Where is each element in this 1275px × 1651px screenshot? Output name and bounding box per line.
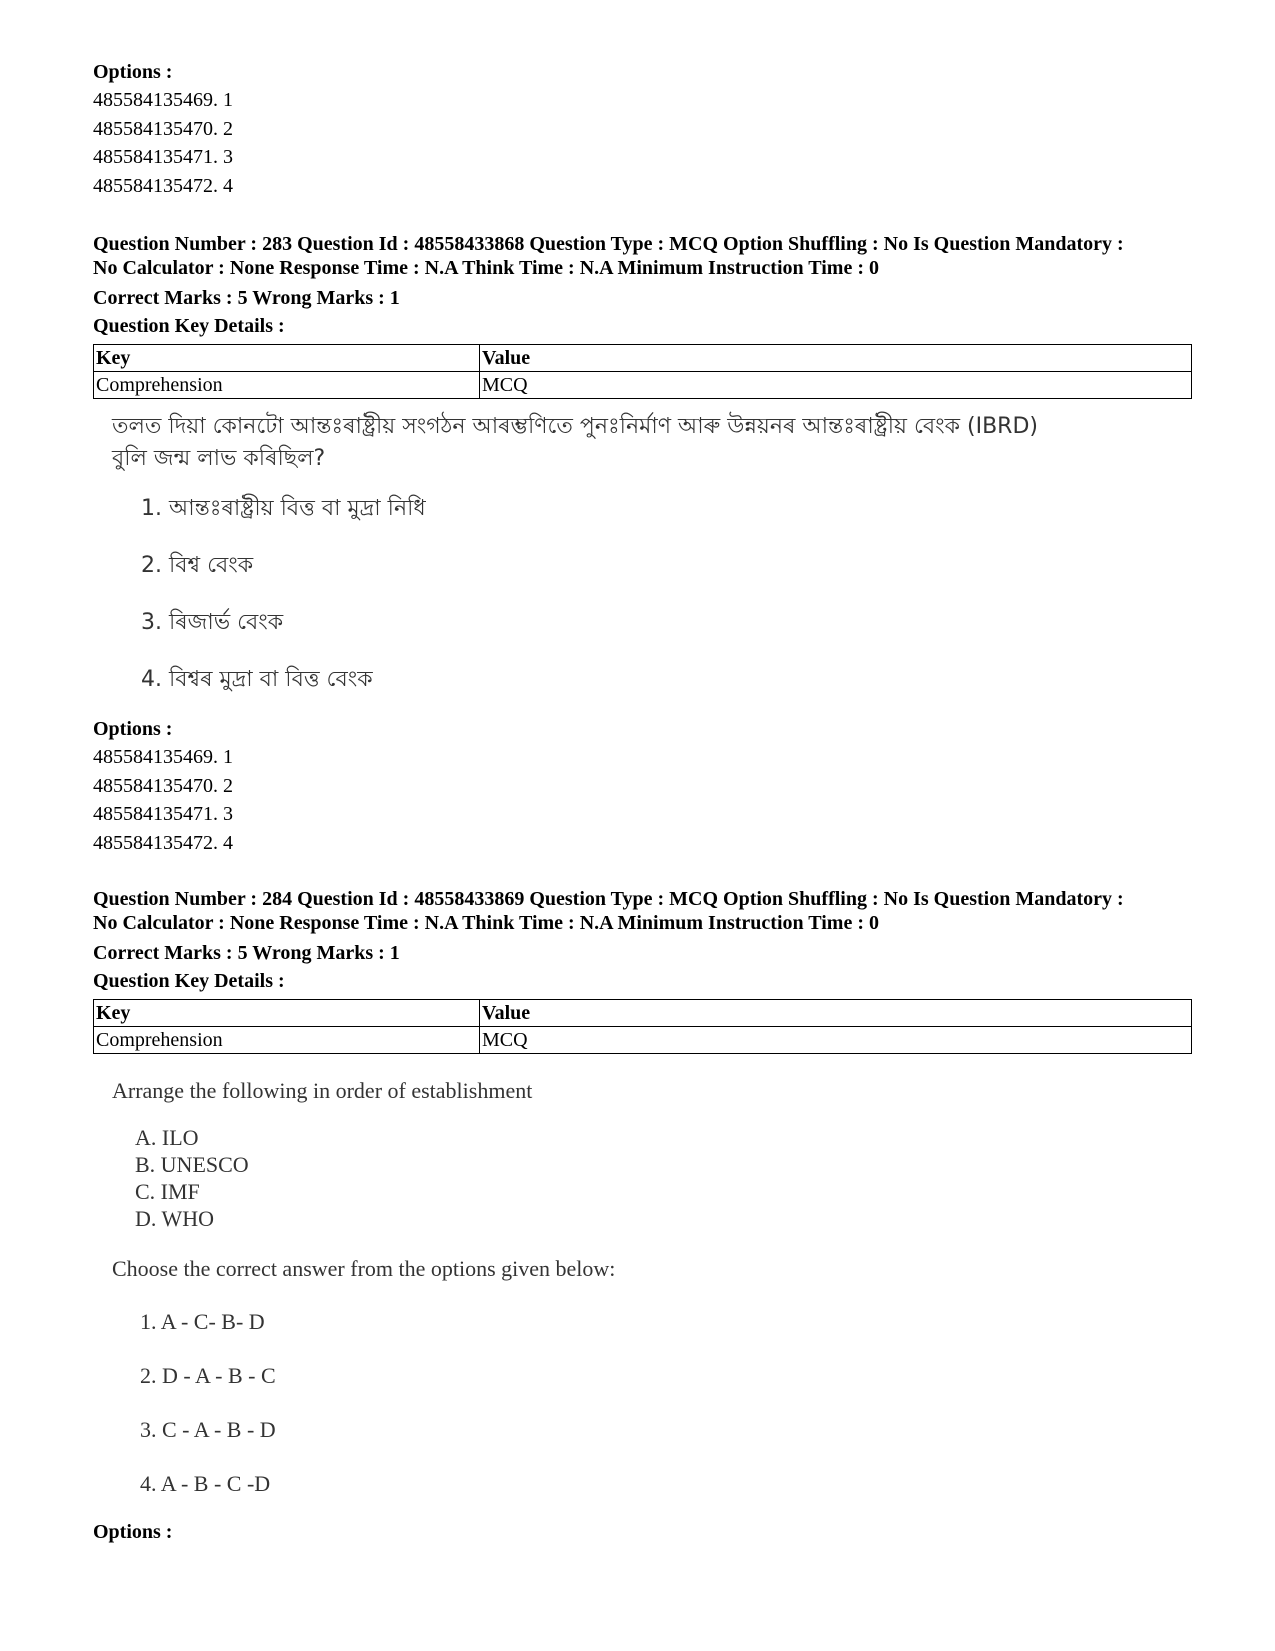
table-header-row — [94, 1000, 1192, 1027]
statement-item: C. IMF — [135, 1179, 200, 1204]
answer-choice: 3. C - A - B - D — [140, 1417, 276, 1442]
question-marks: Correct Marks : 5 Wrong Marks : 1 — [93, 287, 400, 309]
options-heading: Options : — [93, 61, 173, 83]
table-header-key: Key — [94, 1000, 480, 1027]
question-meta-line2: No Calculator : None Response Time : N.A Think Time : N.A Minimum Instruction Time : 0 — [93, 912, 879, 934]
question-meta-line1: Question Number : 283 Question Id : 48558433868 Question Type : MCQ Option Shuffling : No Is Question Mandatory : — [93, 233, 1124, 255]
options-heading: Options : — [93, 1521, 173, 1543]
answer-choice: 1. আন্তঃৰাষ্ট্ৰীয় বিত্ত বা মুদ্ৰা নিধি — [141, 496, 426, 521]
choose-instruction: Choose the correct answer from the options given below: — [112, 1256, 616, 1281]
question-stem — [93, 411, 1193, 475]
table-row — [94, 372, 1192, 399]
table-cell-key: Comprehension — [94, 1027, 480, 1054]
options-list — [93, 86, 1193, 200]
answer-choice: 2. D - A - B - C — [140, 1363, 276, 1388]
question-stem-line2: বুলি জন্ম লাভ কৰিছিল? — [112, 446, 326, 471]
answer-choice: 4. A - B - C -D — [140, 1471, 271, 1496]
key-details-heading: Question Key Details : — [93, 315, 285, 337]
option-item: 485584135470. 2 — [93, 774, 233, 797]
key-details-table — [93, 344, 1192, 399]
option-item: 485584135472. 4 — [93, 831, 233, 854]
question-284 — [93, 887, 1193, 1546]
key-details-heading: Question Key Details : — [93, 970, 285, 992]
option-item: 485584135470. 2 — [93, 117, 233, 140]
question-body — [93, 1076, 1193, 1518]
key-details-table — [93, 999, 1192, 1054]
statement-item: A. ILO — [135, 1125, 199, 1150]
answer-choice: 1. A - C- B- D — [140, 1309, 265, 1334]
answer-choice: 3. ৰিজাৰ্ভ বেংক — [141, 610, 284, 635]
question-meta-line2: No Calculator : None Response Time : N.A Think Time : N.A Minimum Instruction Time : 0 — [93, 257, 879, 279]
top-options-block — [93, 58, 1193, 200]
answer-choice: 4. বিশ্বৰ মুদ্ৰা বা বিত্ত বেংক — [141, 667, 373, 692]
question-body — [93, 411, 1193, 715]
question-stem: Arrange the following in order of establishment — [112, 1078, 533, 1103]
table-cell-value: MCQ — [480, 372, 1192, 399]
answer-choice: 2. বিশ্ব বেংক — [141, 553, 254, 578]
table-header-value: Value — [480, 345, 1192, 372]
statement-item: B. UNESCO — [135, 1152, 249, 1177]
document-page — [93, 58, 1193, 1546]
table-cell-key: Comprehension — [94, 372, 480, 399]
answer-choices — [141, 487, 1193, 715]
option-item: 485584135471. 3 — [93, 146, 233, 168]
table-cell-value: MCQ — [480, 1027, 1192, 1054]
option-item: 485584135471. 3 — [93, 803, 233, 825]
answer-choices — [140, 1302, 1193, 1518]
option-item: 485584135469. 1 — [93, 89, 233, 111]
option-item: 485584135472. 4 — [93, 174, 233, 197]
options-heading: Options : — [93, 718, 173, 740]
question-stem-line1: তলত দিয়া কোনটো আন্তঃৰাষ্ট্ৰীয় সংগঠন আৰম্ভণিতে পুনঃনিৰ্মাণ আৰু উন্নয়নৰ আন্তঃৰাষ্ট্ৰীয় বেংক (IBRD) — [112, 414, 1038, 439]
statement-item: D. WHO — [135, 1206, 215, 1231]
question-meta-line1: Question Number : 284 Question Id : 48558433869 Question Type : MCQ Option Shuffling : No Is Question Mandatory : — [93, 888, 1124, 910]
table-header-row — [94, 345, 1192, 372]
table-header-value: Value — [480, 1000, 1192, 1027]
statement-list — [135, 1124, 1193, 1232]
option-item: 485584135469. 1 — [93, 746, 233, 768]
question-marks: Correct Marks : 5 Wrong Marks : 1 — [93, 942, 400, 964]
table-header-key: Key — [94, 345, 480, 372]
options-list — [93, 743, 1193, 857]
question-283 — [93, 232, 1193, 857]
table-row — [94, 1027, 1192, 1054]
